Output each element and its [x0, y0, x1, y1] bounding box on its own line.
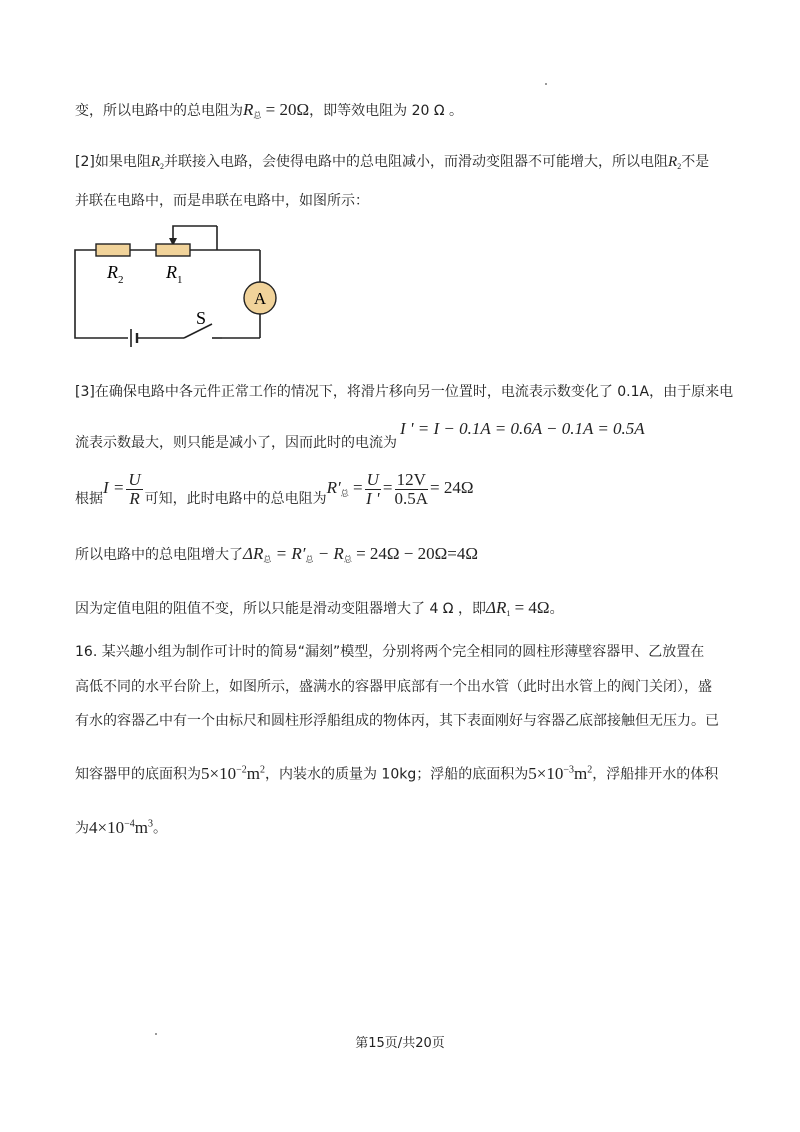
resistor-r1	[156, 244, 190, 256]
q16-line5: 为$4\times 10^{-4}m^3$。	[75, 817, 167, 837]
boat-area: $5\times 10^{-3}m^2$	[528, 763, 593, 783]
resistance-increase-equation: $\Delta R_总 = R'_总 - R_总 = 24\Omega - 20\Omega=4\Omega$	[243, 544, 478, 564]
para1-text-after: ，即等效电阻为 20 Ω 。	[309, 103, 463, 119]
para4: 根据I = $\frac{U}{R}$ 可知，此时电路中的总电阻为$R'_总$ = $\frac{U}{I '}$ = $\frac{12V}{0.5A}$ = 24Ω	[75, 469, 474, 508]
para1-text-before: 变，所以电路中的总电阻为	[75, 103, 243, 119]
slider-wire	[173, 226, 217, 242]
para1	[75, 100, 463, 126]
r2-symbol-2: $R_2$	[668, 154, 682, 171]
r1-label: $R_1$	[166, 262, 183, 286]
para1-equation: $R_总 = 20\Omega$	[243, 100, 310, 120]
q16-line2: 高低不同的水平台阶上，如图所示，盛满水的容器甲底部有一个出水管（此时出水管上的阀门关闭），盛	[75, 679, 712, 695]
para3-line2: 流表示数最大，则只能是减小了，因而此时的电流为	[75, 435, 397, 451]
current-equation: I ' = I − 0.1A = 0.6A − 0.1A = 0.5A	[400, 419, 645, 438]
page-footer: 第15页/共20页	[355, 1036, 445, 1051]
para3-line1: [3]在确保电路中各元件正常工作的情况下，将滑片移向另一位置时，电流表示数变化了 0.1A，由于原来电	[75, 384, 734, 400]
circuit-diagram	[72, 218, 282, 353]
ohm-law-formula: I = $\frac{U}{R}$	[103, 469, 141, 508]
para2-line1: [2]如果电阻$R_2$并联接入电路，会使得电路中的总电阻减小，而滑动变阻器不可能增大，所以电阻$R_2$不是	[75, 154, 710, 171]
q16-line1: 16. 某兴趣小组为制作可计时的简易“漏刻”模型，分别将两个完全相同的圆柱形薄壁容器甲、乙放置在	[75, 644, 705, 660]
switch-label: S	[196, 308, 207, 328]
para2-line2: 并联在电路中，而是串联在电路中，如图所示：	[75, 193, 369, 209]
displaced-volume: $4\times 10^{-4}m^3$	[89, 817, 153, 837]
r2-symbol: $R_2$	[150, 154, 165, 171]
total-resistance-formula: $R'_总$ = $\frac{U}{I '}$ = $\frac{12V}{0.5A}$ = 24Ω	[326, 469, 474, 508]
r2-label: $R_2$	[107, 262, 124, 286]
ammeter-label: A	[253, 289, 267, 308]
speck-dot	[545, 83, 547, 85]
resistor-r2	[96, 244, 130, 256]
r1-increase-equation: $\Delta R_1 = 4\Omega$	[485, 598, 550, 618]
para6: 因为定值电阻的阻值不变，所以只能是滑动变阻器增大了 4 Ω ，即$\Delta R_1 = 4\Omega$。	[75, 598, 564, 618]
q16-line4: 知容器甲的底面积为$5\times 10^{-2}m^2$，内装水的质量为 10kg；浮船的底面积为$5\times 10^{-3}m^2$，浮船排开水的体积	[75, 763, 719, 783]
q16-line3: 有水的容器乙中有一个由标尺和圆柱形浮船组成的物体丙，其下表面刚好与容器乙底部接触但无压力。已	[75, 713, 719, 729]
container-area: $5\times 10^{-2}m^2$	[201, 763, 265, 783]
para5: 所以电路中的总电阻增大了$\Delta R_总 = R'_总 - R_总 = 24\Omega - 20\Omega=4\Omega$	[75, 544, 478, 564]
wire-left	[75, 250, 128, 338]
